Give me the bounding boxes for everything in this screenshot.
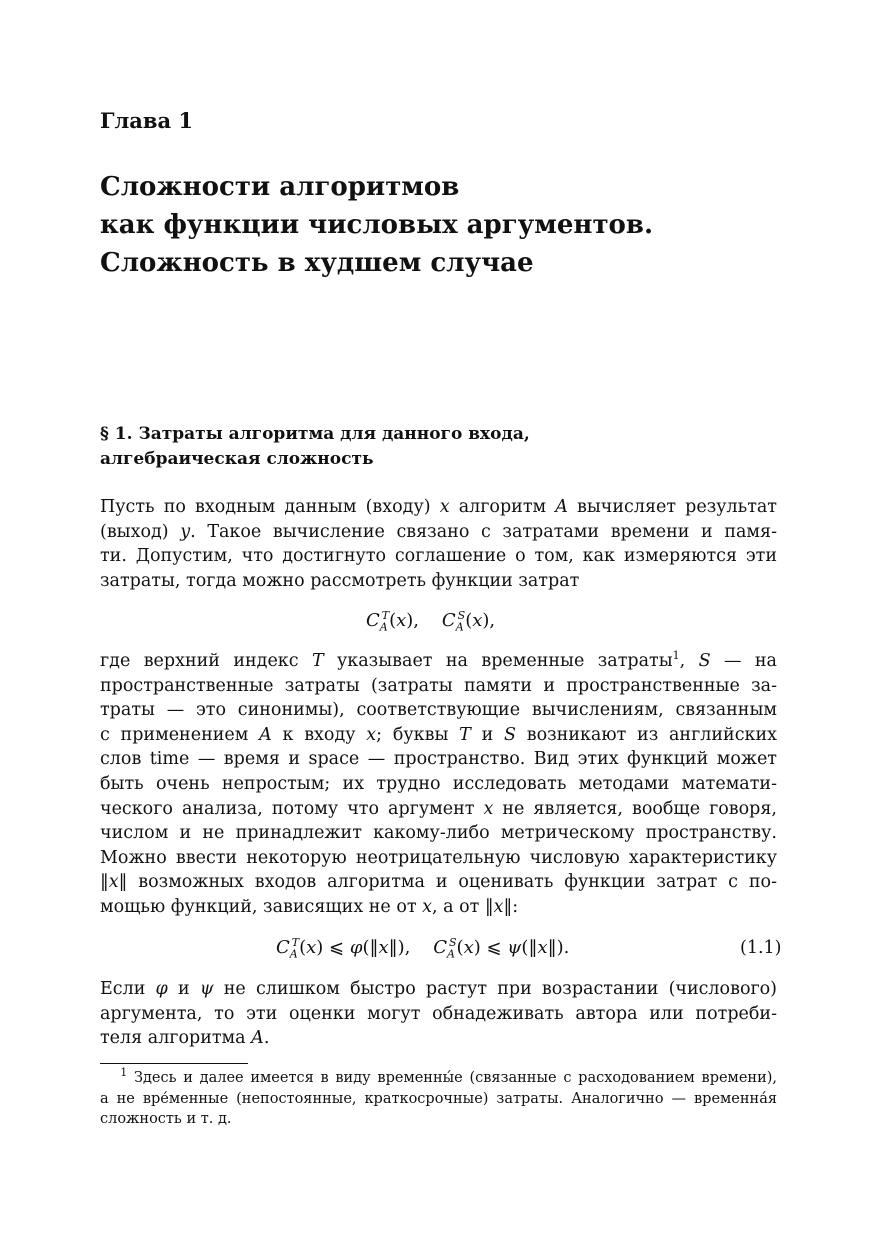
section-heading-line: алгебраическая сложность (100, 449, 374, 469)
text-line: Если φ и ψ не слишком быстро растут при возрастании (числового) (100, 979, 778, 999)
text-line: числом и не принадлежит какому-либо метрическому пространству. (100, 823, 777, 844)
footnote-marker: 1 (120, 1066, 128, 1080)
footnote-divider (100, 1063, 248, 1064)
formula-cost-bounds: $C_A^T(x)$ ⩽ φ(‖x‖), $C_A^S(x)$ ⩽ ψ(‖x‖). (276, 936, 570, 961)
text-line: теля алгоритма A. (100, 1028, 270, 1049)
section-heading-line: § 1. Затраты алгоритма для данного входа, (100, 424, 530, 444)
text-line: где верхний индекс T указывает на временные затраты$^1$, S — на (100, 649, 777, 671)
section-heading (100, 422, 530, 472)
text-line: быть очень непростым; их трудно исследовать методами математи- (100, 773, 777, 794)
chapter-label: Глава 1 (100, 108, 194, 133)
text-line: пространственные затраты (затраты памяти и пространственные за- (100, 675, 777, 696)
paragraph-3 (100, 977, 777, 1051)
text-line: траты — это синонимы), соответствующие вычислениям, связанным (100, 700, 777, 721)
paragraph-2 (100, 649, 777, 920)
text-line: аргумента, то эти оценки могут обнадеживать автора или потреби- (100, 1003, 777, 1024)
formula-cost-functions: $C_A^T(x)$, $C_A^S(x)$, (366, 609, 496, 634)
footnote-line: а не вре́менные (непостоянные, краткосрочные) затраты. Аналогично — временна́я (100, 1090, 777, 1107)
paragraph-1 (100, 495, 777, 593)
footnote-line (100, 1068, 777, 1089)
text-line: ти. Допустим, что достигнуто соглашение о том, как измеряются эти (100, 546, 777, 567)
text-line: затраты, тогда можно рассмотреть функции затрат (100, 570, 580, 591)
text-line: мощью функций, зависящих не от x, а от ‖x‖: (100, 896, 519, 917)
footnote (100, 1068, 777, 1130)
text-line: ческого анализа, потому что аргумент x не является, вообще говоря, (100, 798, 777, 819)
text-line: Можно ввести некоторую неотрицательную числовую характеристику (100, 847, 777, 868)
chapter-title-line: как функции числовых аргументов. (100, 210, 654, 240)
text-line: ‖x‖ возможных входов алгоритма и оценивать функции затрат с по- (100, 872, 777, 893)
chapter-title-line: Сложность в худшем случае (100, 248, 534, 278)
text-line: (выход) y. Такое вычисление связано с затратами времени и памя- (100, 521, 777, 542)
formula-number: (1.1) (740, 938, 782, 958)
text-line: Пусть по входным данным (входу) x алгоритм A вычисляет результат (100, 497, 777, 517)
text-line: с применением A к входу x; буквы T и S возникают из английских (100, 724, 777, 745)
chapter-title-line: Сложности алгоритмов (100, 172, 460, 202)
footnote-line-text: Здесь и далее имеется в виду временны́е (связанные с расходованием времени), (133, 1070, 778, 1086)
footnote-line: сложность и т. д. (100, 1111, 232, 1127)
text-line: слов time — время и space — пространство. Вид этих функций может (100, 749, 777, 770)
chapter-title (100, 168, 653, 282)
